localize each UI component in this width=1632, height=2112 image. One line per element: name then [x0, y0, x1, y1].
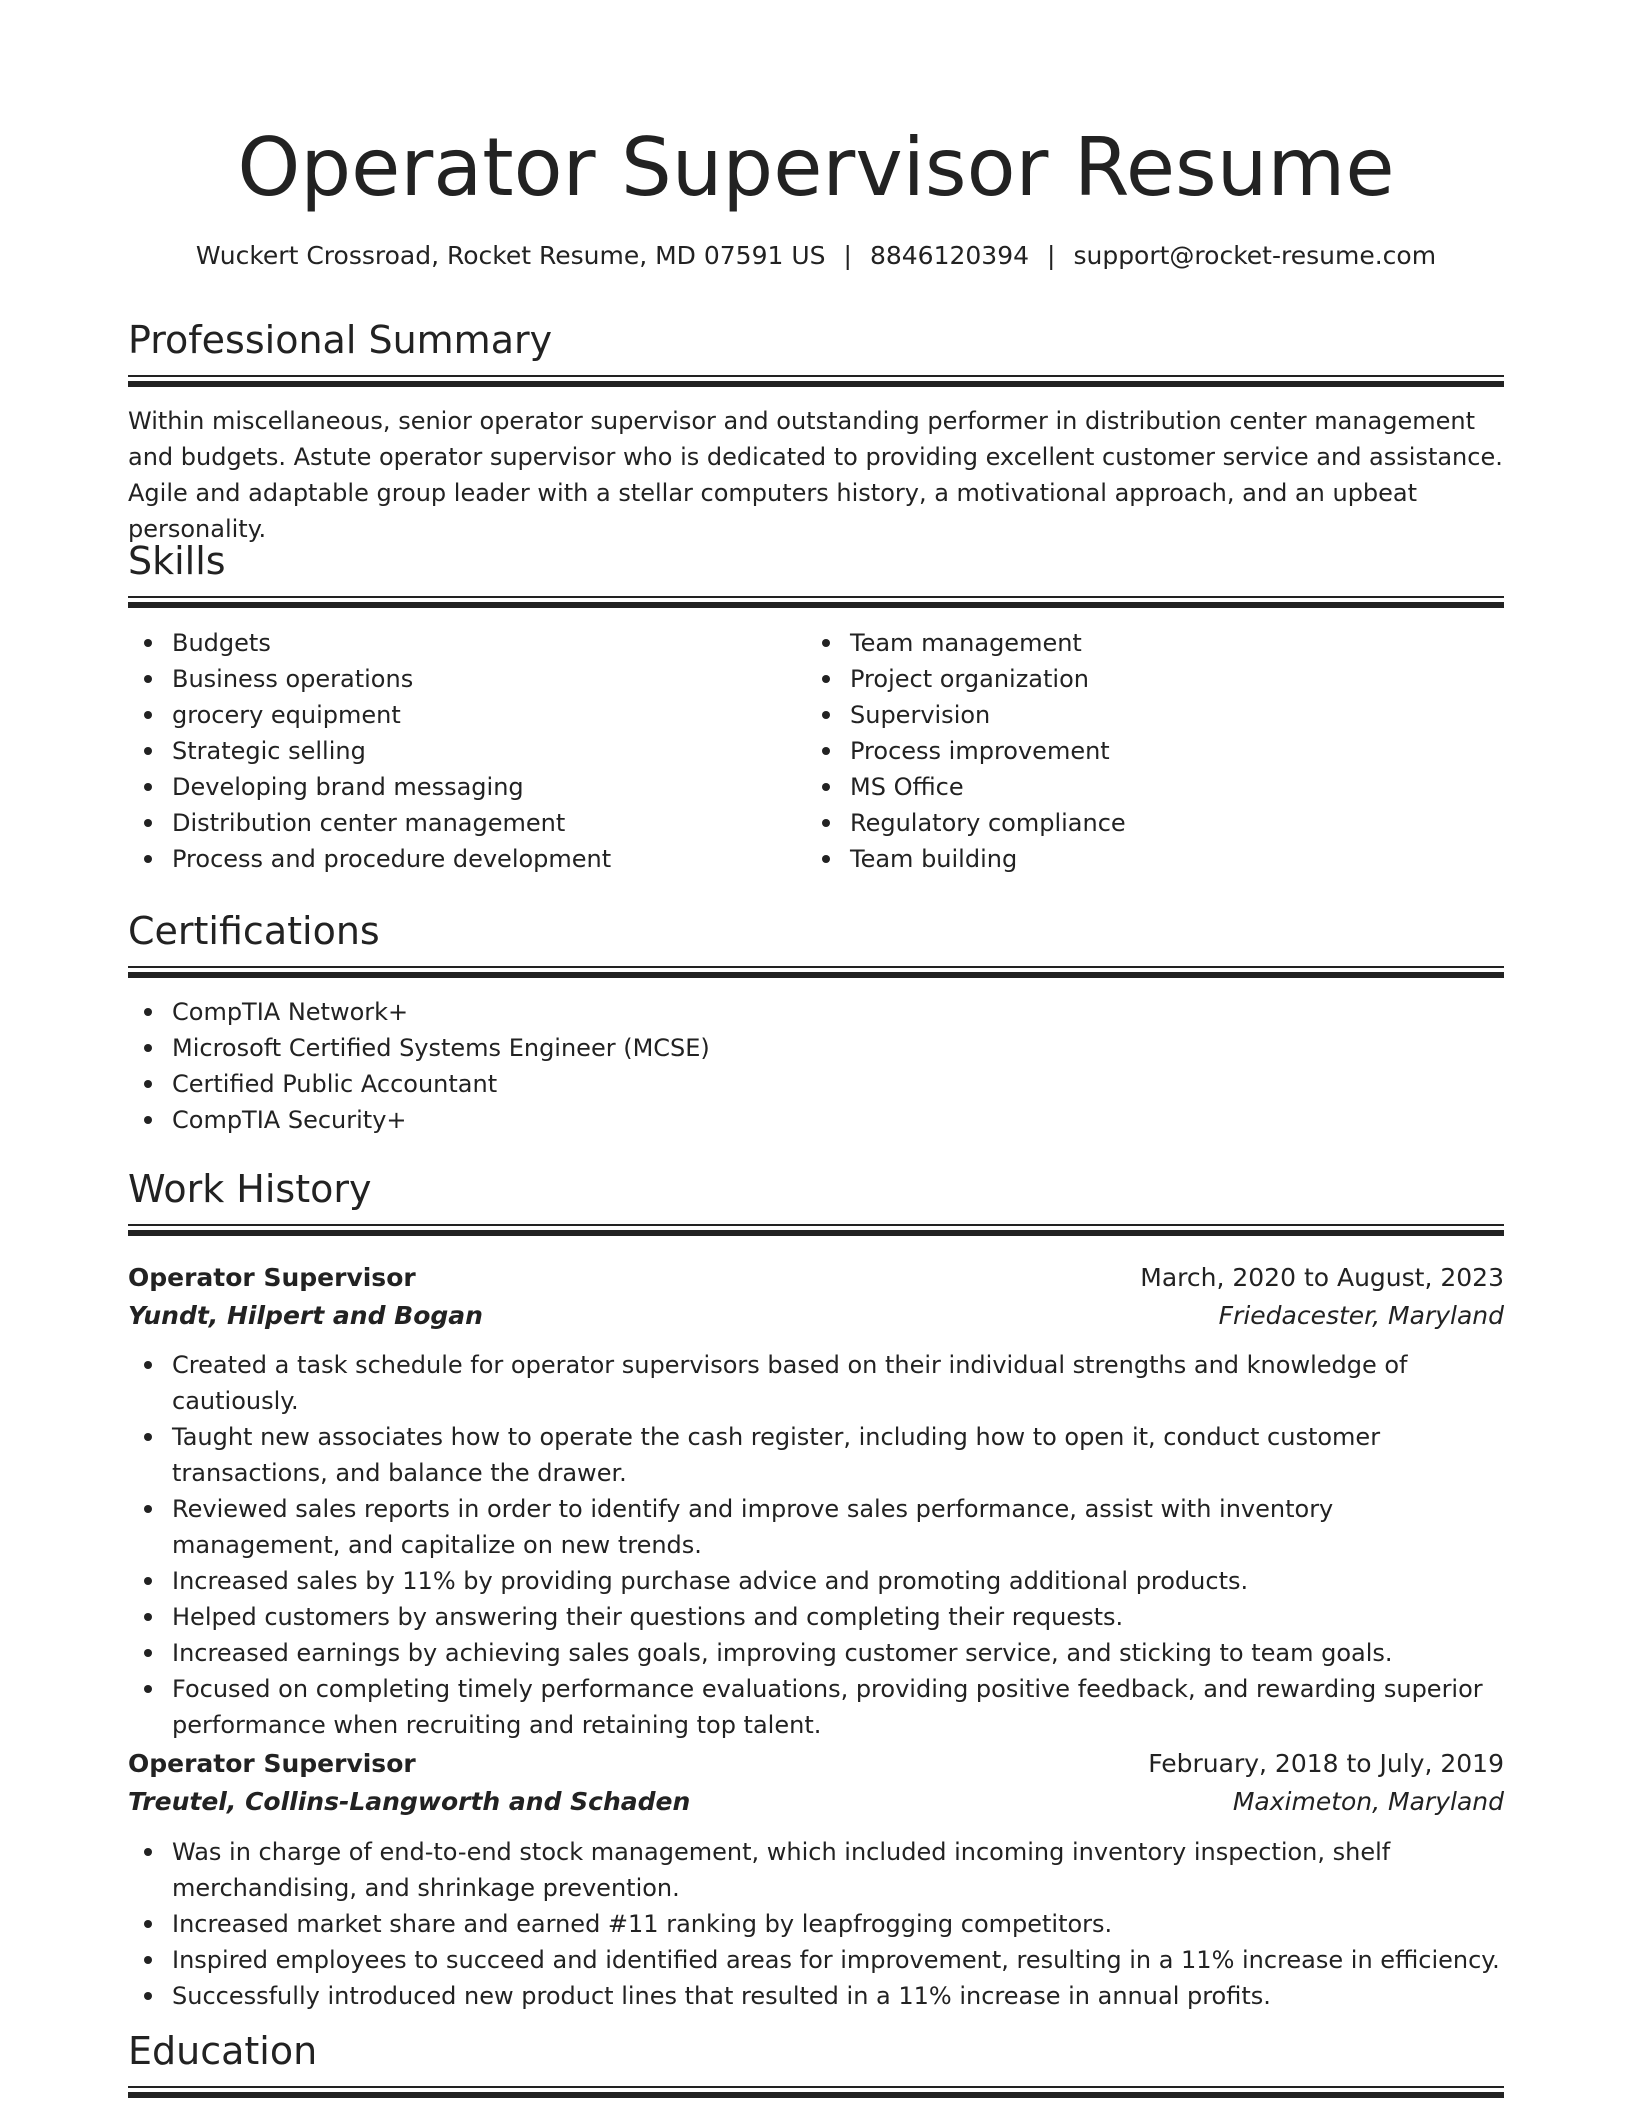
summary-heading: Professional Summary: [128, 318, 553, 362]
certification-item: Microsoft Certified Systems Engineer (MCSE): [172, 1030, 1504, 1066]
job-bullet: Inspired employees to succeed and identified areas for improvement, resulting in a 11% increase in efficiency.: [172, 1942, 1504, 1978]
job-title: Operator Supervisor: [128, 1749, 416, 1778]
skill-item: Process and procedure development: [172, 841, 792, 877]
skill-item: Distribution center management: [172, 805, 792, 841]
job-bullet: Taught new associates how to operate the cash register, including how to open it, conduct customer transactions, and balance the drawer.: [172, 1419, 1504, 1491]
job-bullet: Increased market share and earned #11 ranking by leapfrogging competitors.: [172, 1906, 1504, 1942]
job-bullets: [128, 1347, 1504, 1743]
certifications-heading: Certifications: [128, 909, 380, 953]
job-bullet: Was in charge of end-to-end stock management, which included incoming inventory inspection, shelf merchandising, and shrinkage prevention.: [172, 1834, 1504, 1906]
contact-line: [128, 236, 1504, 276]
job-bullet: Created a task schedule for operator supervisors based on their individual strengths and knowledge of cautiously.: [172, 1347, 1504, 1419]
resume-title: Operator Supervisor Resume: [237, 121, 1395, 214]
job-dates: February, 2018 to July, 2019: [1148, 1749, 1504, 1778]
skill-item: MS Office: [850, 769, 1504, 805]
job-location: Friedacester, Maryland: [1218, 1301, 1504, 1330]
skill-item: Strategic selling: [172, 733, 792, 769]
skills-heading: Skills: [128, 539, 226, 583]
resume-page: [128, 0, 1504, 2112]
job-header: [128, 1745, 1504, 1821]
certification-item: CompTIA Security+: [172, 1102, 1504, 1138]
job-title: Operator Supervisor: [128, 1263, 416, 1292]
contact-separator: |: [843, 241, 852, 270]
summary-text: Within miscellaneous, senior operator supervisor and outstanding performer in distribution center management and budgets. Astute operator supervisor who is dedicated to providing excellent customer service and assistance. Agile and adaptable group leader with a stellar computers history, a motivational approach, and an upbeat personality.: [128, 407, 1503, 543]
section-divider: [128, 375, 1504, 387]
contact-phone: 8846120394: [869, 241, 1030, 270]
education-heading: Education: [128, 2029, 318, 2073]
job-bullet: Focused on completing timely performance evaluations, providing positive feedback, and rewarding superior performance when recruiting and retaining top talent.: [172, 1671, 1504, 1743]
contact-address: Wuckert Crossroad, Rocket Resume, MD 07591 US: [195, 241, 826, 270]
work-history-heading: Work History: [128, 1167, 372, 1211]
job-bullet: Reviewed sales reports in order to identify and improve sales performance, assist with inventory management, and capitalize on new trends.: [172, 1491, 1504, 1563]
job-bullet: Helped customers by answering their questions and completing their requests.: [172, 1599, 1504, 1635]
certification-item: Certified Public Accountant: [172, 1066, 1504, 1102]
skill-item: Process improvement: [850, 733, 1504, 769]
skill-item: grocery equipment: [172, 697, 792, 733]
skill-item: Developing brand messaging: [172, 769, 792, 805]
job-location: Maximeton, Maryland: [1232, 1787, 1504, 1816]
job-bullet: Successfully introduced new product lines that resulted in a 11% increase in annual profits.: [172, 1978, 1504, 2014]
skill-item: Business operations: [172, 661, 792, 697]
skills-list-left: [128, 625, 792, 877]
skill-item: Regulatory compliance: [850, 805, 1504, 841]
section-divider: [128, 1224, 1504, 1236]
contact-separator: |: [1047, 241, 1056, 270]
certifications-list: [128, 994, 1504, 1138]
contact-email: support@rocket-resume.com: [1073, 241, 1437, 270]
job-company: Yundt, Hilpert and Bogan: [128, 1301, 483, 1330]
job-bullet: Increased sales by 11% by providing purchase advice and promoting additional products.: [172, 1563, 1504, 1599]
section-divider: [128, 2086, 1504, 2098]
skill-item: Project organization: [850, 661, 1504, 697]
job-bullet: Increased earnings by achieving sales goals, improving customer service, and sticking to team goals.: [172, 1635, 1504, 1671]
job-company: Treutel, Collins-Langworth and Schaden: [128, 1787, 691, 1816]
skill-item: Team management: [850, 625, 1504, 661]
certification-item: CompTIA Network+: [172, 994, 1504, 1030]
skill-item: Supervision: [850, 697, 1504, 733]
skills-list-right: [806, 625, 1504, 877]
skill-item: Team building: [850, 841, 1504, 877]
section-divider: [128, 596, 1504, 608]
job-header: [128, 1259, 1504, 1335]
job-bullets: [128, 1834, 1504, 2014]
job-dates: March, 2020 to August, 2023: [1140, 1263, 1504, 1292]
section-divider: [128, 966, 1504, 978]
skill-item: Budgets: [172, 625, 792, 661]
